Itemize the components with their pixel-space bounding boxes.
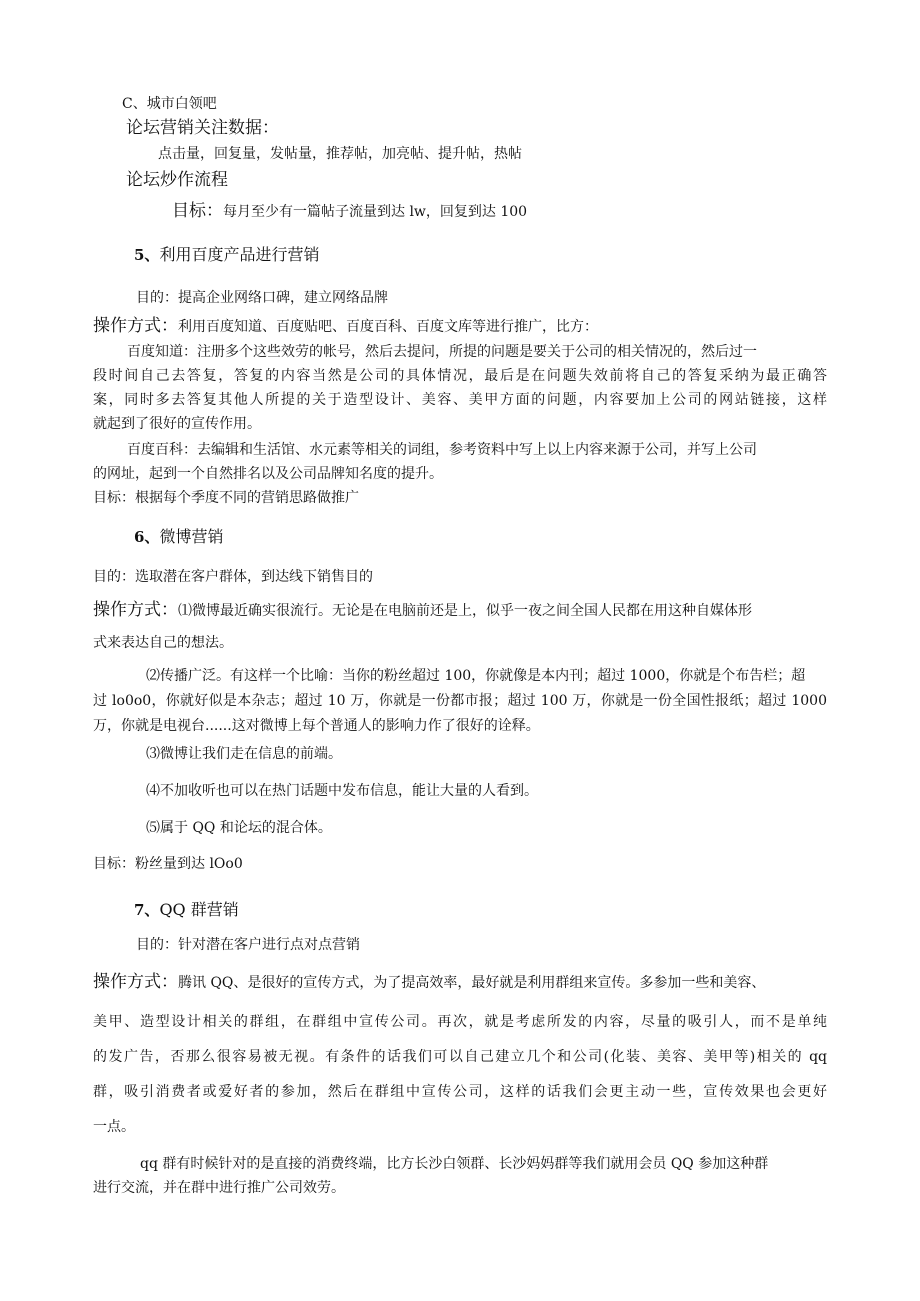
list-item: ⑶微博让我们走在信息的前端。 [146,746,342,762]
operation-text: 腾讯 QQ、是很好的宣传方式，为了提高效率，最好就是利用群组来宣传。多参加一些和美容、 [178,975,766,991]
forum-goal [172,201,527,222]
paragraph-line: 段时间自己去答复，答复的内容当然是公司的具体情况，最后是在问题失效前将自己的答复采纳为最正确答 [93,368,827,384]
goal-text: 每月至少有一篇帖子流量到达 lw，回复到达 100 [223,204,528,220]
paragraph-line: qq 群有时候针对的是直接的消费终端，比方长沙白领群、长沙妈妈群等我们就用会员 QQ 参加这种群 [140,1156,769,1172]
forum-metrics-list: 点击量，回复量，发帖量，推荐帖，加亮帖、提升帖，热帖 [158,146,522,162]
goal-line: 目标：粉丝量到达 lOo0 [93,856,243,872]
list-item: ⑸属于 QQ 和论坛的混合体。 [146,820,332,836]
paragraph-line: 百度知道：注册多个这些效劳的帐号，然后去提问，所提的问题是要关于公司的相关情况的，然后过一 [127,344,757,360]
heading-section-5 [134,245,319,266]
purpose-line: 目的：选取潜在客户群体，到达线下销售目的 [93,569,373,585]
purpose-line: 目的：提高企业网络口碑，建立网络品牌 [136,290,388,306]
operation-line [93,316,598,337]
heading-number: 7、 [134,901,160,919]
paragraph-line: 过 lo0o0，你就好似是本杂志；超过 10 万，你就是一份都市报；超过 100 万，你就是一份全国性报纸；超过 1000 [93,693,827,709]
paragraph-line: ⑵传播广泛。有这样一个比喻：当你的粉丝超过 100，你就像是本内刊；超过 1000，你就是个布告栏；超 [146,668,806,684]
paragraph-line: 一点。 [93,1119,135,1135]
list-item-c: C、城市白领吧 [122,96,217,112]
paragraph-line: 就起到了很好的宣传作用。 [93,416,261,432]
heading-section-6 [134,527,223,548]
heading-title: QQ 群营销 [159,900,239,919]
paragraph-line: 式来表达自己的想法。 [93,635,233,651]
heading-title: 微博营销 [159,527,224,546]
goal-line: 目标：根据每个季度不同的营销思路做推广 [93,490,359,506]
paragraph-line: 美甲、造型设计相关的群组，在群组中宣传公司。再次，就是考虑所发的内容，尽量的吸引人，而不是单纯 [93,1014,827,1030]
operation-label: 操作方式： [93,600,178,620]
operation-text: ⑴微博最近确实很流行。无论是在电脑前还是上，似乎一夜之间全国人民都在用这种自媒体形 [178,603,752,619]
paragraph-line: 百度百科：去编辑和生活馆、水元素等相关的词组，参考资料中写上以上内容来源于公司，并写上公司 [127,442,757,458]
heading-title: 利用百度产品进行营销 [159,245,320,264]
operation-text: 利用百度知道、百度贴吧、百度百科、百度文库等进行推广，比方： [178,319,598,335]
heading-section-7 [134,900,239,921]
paragraph-line: 的发广告，否那么很容易被无视。有条件的话我们可以自己建立几个和公司(化装、美容、美甲等)相关的 qq [93,1049,827,1065]
paragraph-line: 万，你就是电视台......这对微博上每个普通人的影响力作了很好的诠释。 [93,718,540,734]
section-label-forum-process: 论坛炒作流程 [126,170,228,190]
heading-number: 5、 [134,246,160,264]
paragraph-line: 案，同时多去答复其他人所提的关于造型设计、美容、美甲方面的问题，内容要加上公司的网站链接，这样 [93,392,827,408]
operation-label: 操作方式： [93,972,178,992]
paragraph-line: 的网址，起到一个自然排名以及公司品牌知名度的提升。 [93,466,443,482]
list-item: ⑷不加收听也可以在热门话题中发布信息，能让大量的人看到。 [146,783,538,799]
operation-line [93,972,765,993]
operation-line [93,600,752,621]
purpose-line: 目的：针对潜在客户进行点对点营销 [136,937,360,953]
paragraph-line: 进行交流，并在群中进行推广公司效劳。 [93,1180,345,1196]
heading-number: 6、 [134,528,160,546]
paragraph-line: 群，吸引消费者或爱好者的参加，然后在群组中宣传公司，这样的话我们会更主动一些，宣传效果也会更好 [93,1084,827,1100]
operation-label: 操作方式： [93,316,178,336]
section-label-forum-metrics: 论坛营销关注数据： [126,118,279,138]
goal-label: 目标： [172,201,223,221]
